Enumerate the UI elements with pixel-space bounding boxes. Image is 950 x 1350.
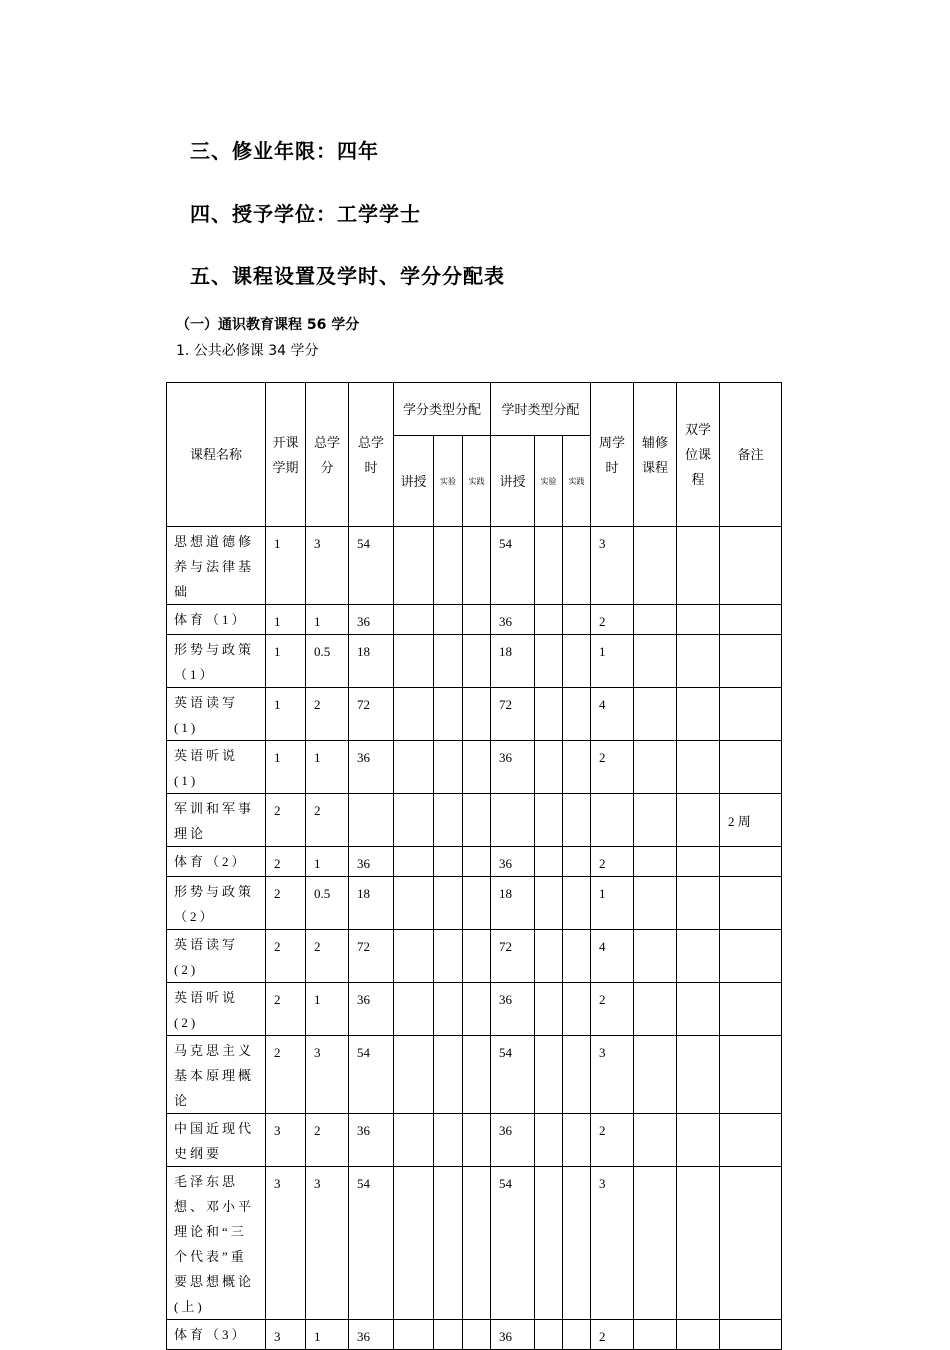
cell-credit-lecture [394, 1114, 434, 1167]
cell-note [720, 635, 782, 688]
cell-note [720, 847, 782, 877]
cell-hour-lecture: 36 [491, 605, 535, 635]
cell-total-hours: 36 [349, 605, 394, 635]
cell-double-degree [677, 527, 720, 605]
cell-hour-lab [535, 877, 563, 930]
cell-credit-lecture [394, 1036, 434, 1114]
cell-semester: 1 [266, 527, 306, 605]
cell-note [720, 605, 782, 635]
table-row [167, 847, 782, 877]
course-table [166, 382, 782, 1350]
header-hour-type: 学时类型分配 [491, 383, 591, 436]
cell-hour-practice [563, 635, 591, 688]
cell-course-name: 形势与政策（1） [167, 635, 266, 688]
cell-semester: 2 [266, 847, 306, 877]
cell-double-degree [677, 1036, 720, 1114]
cell-hour-practice [563, 605, 591, 635]
cell-minor [634, 1320, 677, 1350]
cell-double-degree [677, 930, 720, 983]
cell-weekly-hours: 2 [591, 1114, 634, 1167]
cell-weekly-hours: 1 [591, 877, 634, 930]
cell-hour-practice [563, 983, 591, 1036]
cell-credits: 0.5 [306, 635, 349, 688]
heading-curriculum: 五、课程设置及学时、学分分配表 [190, 264, 505, 288]
cell-note [720, 1167, 782, 1320]
cell-hour-practice [563, 1036, 591, 1114]
cell-credit-lab [434, 794, 463, 847]
cell-hour-lab [535, 741, 563, 794]
cell-course-name: 中国近现代史纲要 [167, 1114, 266, 1167]
cell-credit-lab [434, 1320, 463, 1350]
cell-weekly-hours: 3 [591, 527, 634, 605]
cell-total-hours: 72 [349, 688, 394, 741]
cell-credit-lecture [394, 877, 434, 930]
cell-hour-lecture: 18 [491, 877, 535, 930]
cell-course-name: 体育（1） [167, 605, 266, 635]
cell-credit-practice [463, 1167, 491, 1320]
cell-hour-lecture: 72 [491, 688, 535, 741]
cell-credits: 3 [306, 1036, 349, 1114]
header-double-degree: 双学位课程 [677, 383, 720, 527]
cell-hour-lecture: 54 [491, 1036, 535, 1114]
cell-note [720, 983, 782, 1036]
cell-semester: 2 [266, 983, 306, 1036]
cell-note [720, 741, 782, 794]
cell-credits: 1 [306, 983, 349, 1036]
cell-semester: 3 [266, 1167, 306, 1320]
cell-weekly-hours: 1 [591, 635, 634, 688]
cell-credit-lecture [394, 930, 434, 983]
cell-hour-lecture: 54 [491, 1167, 535, 1320]
table-row [167, 877, 782, 930]
cell-credit-lab [434, 877, 463, 930]
cell-double-degree [677, 847, 720, 877]
section-title: （一）通识教育课程 56 学分 [176, 317, 360, 333]
cell-credit-lecture [394, 983, 434, 1036]
cell-credit-lecture [394, 527, 434, 605]
cell-double-degree [677, 983, 720, 1036]
heading-duration: 三、修业年限：四年 [190, 139, 379, 163]
cell-credit-practice [463, 930, 491, 983]
cell-minor [634, 877, 677, 930]
cell-credit-lab [434, 983, 463, 1036]
cell-minor [634, 930, 677, 983]
cell-credit-lecture [394, 847, 434, 877]
cell-weekly-hours: 2 [591, 605, 634, 635]
cell-credit-lab [434, 1167, 463, 1320]
cell-hour-practice [563, 847, 591, 877]
cell-hour-practice [563, 794, 591, 847]
cell-credits: 2 [306, 794, 349, 847]
heading-degree: 四、授予学位：工学学士 [190, 202, 421, 226]
cell-hour-lecture: 36 [491, 1320, 535, 1350]
table-row [167, 741, 782, 794]
cell-semester: 1 [266, 605, 306, 635]
cell-minor [634, 741, 677, 794]
cell-credit-lab [434, 635, 463, 688]
cell-semester: 3 [266, 1114, 306, 1167]
cell-weekly-hours: 3 [591, 1036, 634, 1114]
cell-credit-lecture [394, 1320, 434, 1350]
cell-credits: 1 [306, 741, 349, 794]
cell-hour-practice [563, 741, 591, 794]
cell-note [720, 877, 782, 930]
cell-hour-lecture: 36 [491, 741, 535, 794]
cell-credit-lecture [394, 635, 434, 688]
table-row [167, 688, 782, 741]
header-credit-lab: 实验 [434, 436, 463, 527]
cell-hour-lab [535, 1036, 563, 1114]
table-row [167, 605, 782, 635]
cell-credits: 1 [306, 847, 349, 877]
header-hour-lab: 实验 [535, 436, 563, 527]
cell-hour-practice [563, 1320, 591, 1350]
cell-credit-practice [463, 635, 491, 688]
cell-total-hours: 72 [349, 930, 394, 983]
cell-double-degree [677, 1167, 720, 1320]
cell-credit-practice [463, 741, 491, 794]
cell-semester: 3 [266, 1320, 306, 1350]
cell-hour-lab [535, 930, 563, 983]
cell-minor [634, 1036, 677, 1114]
cell-total-hours: 36 [349, 847, 394, 877]
cell-hour-lab [535, 983, 563, 1036]
cell-semester: 2 [266, 877, 306, 930]
cell-credit-practice [463, 983, 491, 1036]
cell-semester: 2 [266, 1036, 306, 1114]
cell-total-hours: 54 [349, 1167, 394, 1320]
cell-weekly-hours: 4 [591, 688, 634, 741]
cell-hour-lecture: 18 [491, 635, 535, 688]
cell-hour-practice [563, 527, 591, 605]
cell-double-degree [677, 605, 720, 635]
cell-weekly-hours: 4 [591, 930, 634, 983]
cell-note: 2 周 [720, 794, 782, 847]
cell-credit-practice [463, 1114, 491, 1167]
cell-minor [634, 983, 677, 1036]
header-credit-practice: 实践 [463, 436, 491, 527]
cell-note [720, 1036, 782, 1114]
cell-hour-lecture: 36 [491, 847, 535, 877]
cell-double-degree [677, 1320, 720, 1350]
cell-hour-lab [535, 527, 563, 605]
cell-hour-lab [535, 1320, 563, 1350]
cell-hour-practice [563, 877, 591, 930]
cell-course-name: 形势与政策（2） [167, 877, 266, 930]
cell-credit-lecture [394, 741, 434, 794]
cell-credit-lab [434, 527, 463, 605]
cell-total-hours: 36 [349, 1114, 394, 1167]
cell-semester: 1 [266, 688, 306, 741]
cell-total-hours: 36 [349, 741, 394, 794]
cell-credits: 0.5 [306, 877, 349, 930]
cell-total-hours: 36 [349, 983, 394, 1036]
cell-weekly-hours: 2 [591, 983, 634, 1036]
cell-hour-lecture: 72 [491, 930, 535, 983]
cell-credit-practice [463, 877, 491, 930]
cell-semester: 1 [266, 635, 306, 688]
cell-credits: 2 [306, 930, 349, 983]
cell-credit-lab [434, 741, 463, 794]
table-row [167, 635, 782, 688]
table-row [167, 1167, 782, 1320]
cell-course-name: 英语听说(2) [167, 983, 266, 1036]
table-row [167, 527, 782, 605]
cell-course-name: 军训和军事理论 [167, 794, 266, 847]
cell-hour-lab [535, 1167, 563, 1320]
cell-note [720, 930, 782, 983]
cell-credit-lab [434, 605, 463, 635]
cell-credits: 3 [306, 1167, 349, 1320]
cell-weekly-hours: 2 [591, 741, 634, 794]
header-hour-lecture: 讲授 [491, 436, 535, 527]
cell-credit-practice [463, 527, 491, 605]
cell-hour-lecture [491, 794, 535, 847]
cell-credit-lab [434, 847, 463, 877]
cell-semester: 2 [266, 794, 306, 847]
cell-double-degree [677, 635, 720, 688]
cell-weekly-hours: 3 [591, 1167, 634, 1320]
header-course-name: 课程名称 [167, 383, 266, 527]
header-semester: 开课学期 [266, 383, 306, 527]
cell-weekly-hours [591, 794, 634, 847]
header-note: 备注 [720, 383, 782, 527]
cell-hour-lecture: 36 [491, 1114, 535, 1167]
cell-hour-lecture: 36 [491, 983, 535, 1036]
cell-minor [634, 847, 677, 877]
cell-credit-practice [463, 1036, 491, 1114]
header-total-hours: 总学时 [349, 383, 394, 527]
cell-course-name: 马克思主义基本原理概论 [167, 1036, 266, 1114]
table-row [167, 1320, 782, 1350]
cell-total-hours: 18 [349, 877, 394, 930]
cell-credits: 2 [306, 1114, 349, 1167]
table-row [167, 1036, 782, 1114]
cell-hour-lab [535, 1114, 563, 1167]
cell-minor [634, 1114, 677, 1167]
cell-credits: 3 [306, 527, 349, 605]
cell-note [720, 527, 782, 605]
table-row [167, 794, 782, 847]
cell-note [720, 1114, 782, 1167]
cell-credit-practice [463, 847, 491, 877]
cell-credit-lecture [394, 1167, 434, 1320]
cell-minor [634, 1167, 677, 1320]
cell-credit-lab [434, 688, 463, 741]
cell-credit-lab [434, 930, 463, 983]
cell-credit-lecture [394, 605, 434, 635]
table-row [167, 983, 782, 1036]
cell-double-degree [677, 741, 720, 794]
cell-credit-lab [434, 1036, 463, 1114]
cell-hour-practice [563, 930, 591, 983]
cell-credit-lab [434, 1114, 463, 1167]
cell-total-hours: 18 [349, 635, 394, 688]
cell-double-degree [677, 1114, 720, 1167]
cell-hour-lab [535, 605, 563, 635]
cell-hour-lab [535, 794, 563, 847]
cell-course-name: 思想道德修养与法律基础 [167, 527, 266, 605]
cell-minor [634, 527, 677, 605]
cell-note [720, 688, 782, 741]
cell-note [720, 1320, 782, 1350]
header-minor-course: 辅修课程 [634, 383, 677, 527]
cell-minor [634, 635, 677, 688]
cell-hour-practice [563, 1167, 591, 1320]
cell-total-hours: 36 [349, 1320, 394, 1350]
cell-credit-lecture [394, 794, 434, 847]
cell-double-degree [677, 688, 720, 741]
cell-hour-lab [535, 635, 563, 688]
header-credit-type: 学分类型分配 [394, 383, 491, 436]
cell-credits: 1 [306, 605, 349, 635]
cell-credit-practice [463, 605, 491, 635]
cell-hour-lab [535, 688, 563, 741]
cell-hour-lab [535, 847, 563, 877]
cell-weekly-hours: 2 [591, 1320, 634, 1350]
cell-course-name: 英语读写(2) [167, 930, 266, 983]
cell-double-degree [677, 794, 720, 847]
cell-course-name: 体育（2） [167, 847, 266, 877]
cell-credit-practice [463, 1320, 491, 1350]
cell-double-degree [677, 877, 720, 930]
table-row [167, 930, 782, 983]
cell-course-name: 体育（3） [167, 1320, 266, 1350]
cell-credit-practice [463, 688, 491, 741]
cell-credit-lecture [394, 688, 434, 741]
header-hour-practice: 实践 [563, 436, 591, 527]
cell-minor [634, 605, 677, 635]
cell-minor [634, 688, 677, 741]
cell-hour-practice [563, 688, 591, 741]
table-row [167, 1114, 782, 1167]
cell-total-hours [349, 794, 394, 847]
header-credit-lecture: 讲授 [394, 436, 434, 527]
cell-total-hours: 54 [349, 527, 394, 605]
cell-hour-lecture: 54 [491, 527, 535, 605]
section-subtitle: 1. 公共必修课 34 学分 [176, 343, 319, 359]
cell-semester: 1 [266, 741, 306, 794]
header-total-credits: 总学分 [306, 383, 349, 527]
cell-semester: 2 [266, 930, 306, 983]
cell-credits: 2 [306, 688, 349, 741]
cell-course-name: 英语读写(1) [167, 688, 266, 741]
cell-weekly-hours: 2 [591, 847, 634, 877]
cell-course-name: 英语听说(1) [167, 741, 266, 794]
header-weekly-hours: 周学时 [591, 383, 634, 527]
cell-minor [634, 794, 677, 847]
cell-credits: 1 [306, 1320, 349, 1350]
cell-total-hours: 54 [349, 1036, 394, 1114]
cell-credit-practice [463, 794, 491, 847]
cell-hour-practice [563, 1114, 591, 1167]
cell-course-name: 毛泽东思想、邓小平理论和“三个代表”重要思想概论(上) [167, 1167, 266, 1320]
